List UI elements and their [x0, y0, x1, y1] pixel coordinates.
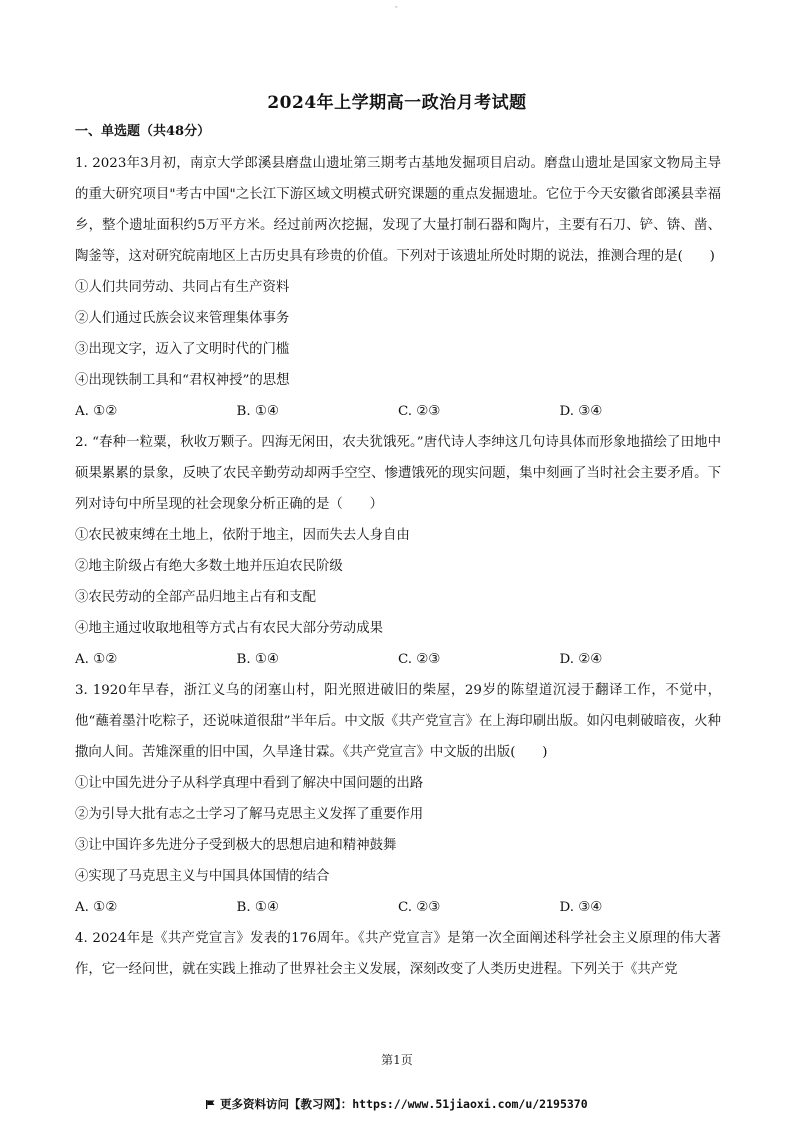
answer-choices — [75, 892, 721, 923]
answer-choices — [75, 644, 721, 675]
flag-icon — [206, 1100, 215, 1109]
choice-a: A. ①② — [75, 404, 118, 419]
option: ③让中国许多先进分子受到极大的思想启迪和精神鼓舞 — [75, 838, 397, 853]
choice-c: C. ②③ — [398, 900, 441, 915]
choice-a: A. ①② — [75, 652, 118, 667]
option: ④地主通过收取地租等方式占有农民大部分劳动成果 — [75, 621, 383, 636]
section-heading: 一、单选题（共48分） — [75, 124, 211, 139]
question-stem: 3. 1920年早春，浙江义乌的闭塞山村，阳光照进破旧的柴屋，29岁的陈望道沉浸于翻译工作，不觉中，他“蘸着墨汁吃粽子，还说味道很甜”半年后。中文版《共产党宣言》在上海印刷出版。如闪电刺破暗夜，火种撒向人间。苦雉深重的旧中国，久旱逢甘霖。《共产党宣言》中文版的出版( ) — [75, 683, 721, 760]
choice-d: D. ③④ — [559, 900, 603, 915]
choice-a: A. ①② — [75, 900, 118, 915]
page-title: 2024年上学期高一政治月考试题 — [267, 93, 527, 113]
header-mark: " — [395, 6, 398, 13]
choice-d: D. ③④ — [559, 404, 603, 419]
choice-b: B. ①④ — [236, 652, 279, 667]
option: ①农民被束缚在土地上，依附于地主，因而失去人身自由 — [75, 528, 410, 543]
option: ②人们通过氏族会议来管理集体事务 — [75, 311, 290, 326]
banner-text[interactable]: 更多资料访问【教习网】：https://www.51jiaoxi.com/u/2195370 — [220, 1097, 588, 1111]
option: ③出现文字，迈入了文明时代的门槛 — [75, 342, 290, 357]
option: ①人们共同劳动、共同占有生产资料 — [75, 280, 290, 295]
option: ②为引导大批有志之士学习了解马克思主义发挥了重要作用 — [75, 807, 424, 822]
choice-c: C. ②③ — [398, 404, 441, 419]
question-3 — [75, 675, 721, 923]
question-stem: 1. 2023年3月初，南京大学郎溪县磨盘山遗址第三期考古基地发掘项目启动。磨盘山遗址是国家文物局主导的重大研究项目"考古中国"之长江下游区域文明模式研究课题的重点发掘遗址。它位于今天安徽省郎溪县幸福乡，整个遗址面积约5万平方米。经过前两次挖掘，发现了大量打制石器和陶片，主要有石刀、铲、锛、凿、陶釜等，这对研究皖南地区上古历史具有珍贵的价值。下列对于该遗址所处时期的说法，推测合理的是( ) — [75, 156, 721, 264]
choice-d: D. ②④ — [559, 652, 603, 667]
exam-content — [75, 122, 721, 985]
option: ③农民劳动的全部产品归地主占有和支配 — [75, 590, 317, 605]
option: ④实现了马克思主义与中国具体国情的结合 — [75, 869, 330, 884]
resource-banner[interactable] — [206, 1096, 588, 1112]
question-2 — [75, 427, 721, 675]
question-stem: 4. 2024年是《共产党宣言》发表的176周年。《共产党宣言》是第一次全面阐述科学社会主义原理的伟大著作，它一经问世，就在实践上推动了世界社会主义发展，深刻改变了人类历史进程。下列关于《共产党 — [75, 931, 721, 977]
option: ①让中国先进分子从科学真理中看到了解决中国问题的出路 — [75, 776, 424, 791]
choice-b: B. ①④ — [236, 900, 279, 915]
question-stem: 2. “春种一粒粟，秋收万颗子。四海无闲田，农夫犹饿死。”唐代诗人李绅这几句诗具体而形象地描绘了田地中硕果累累的景象，反映了农民辛勤劳动却两手空空、惨遭饿死的现实问题，集中刻画了当时社会主要矛盾。下列对诗句中所呈现的社会现象分析正确的是（ ） — [75, 435, 721, 512]
page-number: 第1页 — [381, 1053, 413, 1067]
question-1 — [75, 148, 721, 427]
option: ④出现铁制工具和“君权神授”的思想 — [75, 373, 290, 388]
option: ②地主阶级占有绝大多数土地并压迫农民阶级 — [75, 559, 343, 574]
choice-b: B. ①④ — [236, 404, 279, 419]
question-4 — [75, 923, 721, 985]
answer-choices — [75, 396, 721, 427]
choice-c: C. ②③ — [398, 652, 441, 667]
